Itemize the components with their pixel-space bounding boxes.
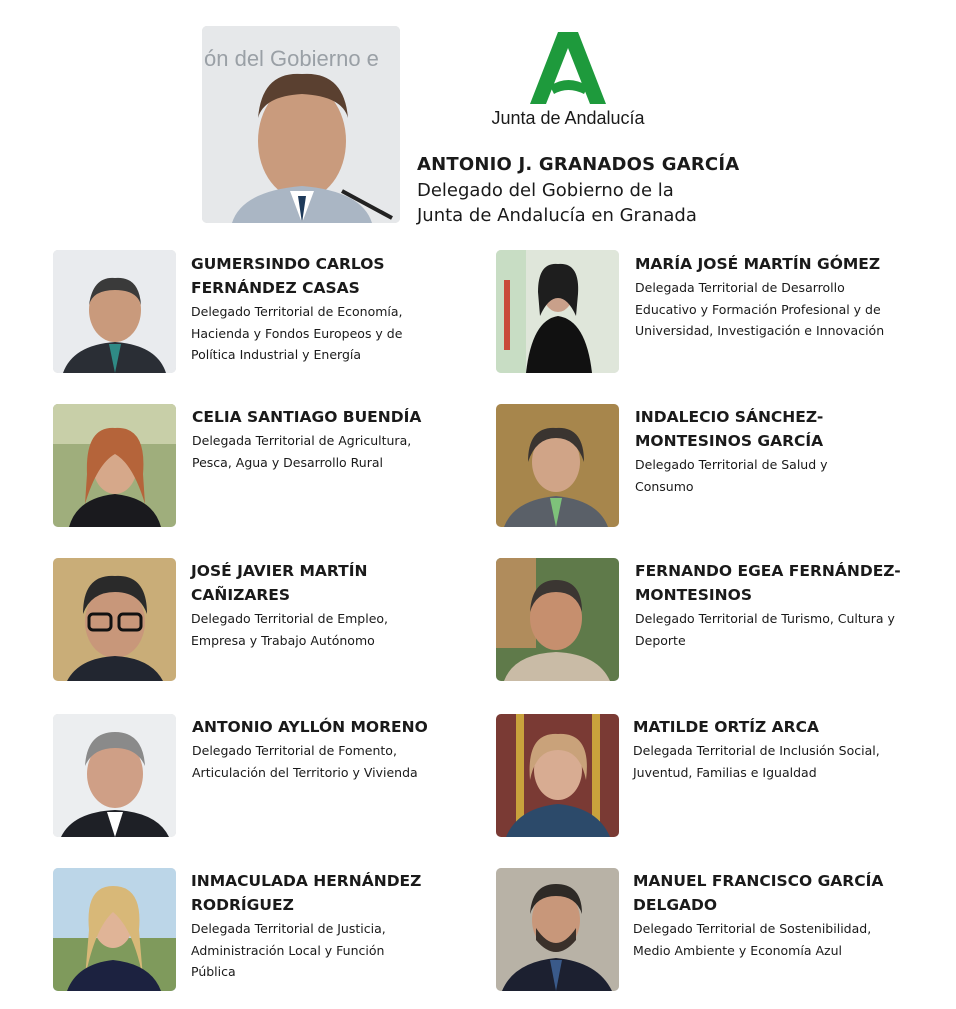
delegate-name: MARÍA JOSÉ MARTÍN GÓMEZ (635, 255, 881, 273)
delegate-role: Delegado Territorial de Fomento, Articulación del Territorio y Vivienda (192, 743, 418, 780)
delegate-role: Delegada Territorial de Agricultura, Pesca, Agua y Desarrollo Rural (192, 433, 412, 470)
delegate-name: GUMERSINDO CARLOS FERNÁNDEZ CASAS (191, 255, 385, 297)
delegate-name: CELIA SANTIAGO BUENDÍA (192, 408, 422, 426)
portrait-matilde-ortiz (496, 714, 619, 837)
delegate-name: FERNANDO EGEA FERNÁNDEZ-MONTESINOS (635, 562, 901, 604)
delegate-card (191, 559, 431, 651)
portrait-maria-jose-martin (496, 250, 619, 373)
main-delegate-role-line1: Delegado del Gobierno de la (417, 180, 674, 201)
junta-andalucia-logo (478, 30, 658, 140)
delegate-card (633, 869, 903, 961)
portrait-background-text: ón del Gobierno e (204, 46, 379, 71)
portrait-fernando-egea (496, 558, 619, 681)
main-delegate-name: ANTONIO J. GRANADOS GARCÍA (417, 154, 740, 175)
delegate-name: MATILDE ORTÍZ ARCA (633, 718, 819, 736)
main-delegate-role-line2: Junta de Andalucía en Granada (417, 205, 697, 226)
junta-andalucia-a-mark-icon (528, 30, 608, 106)
delegate-role: Delegada Territorial de Desarrollo Educativo y Formación Profesional y de Universidad, Investigación e Innovación (635, 280, 885, 338)
logo-text: Junta de Andalucía (491, 108, 645, 128)
portrait-indalecio-sanchez-montesinos (496, 404, 619, 527)
delegate-name: JOSÉ JAVIER MARTÍN CAÑIZARES (191, 562, 368, 604)
delegate-name: ANTONIO AYLLÓN MORENO (192, 718, 428, 736)
delegate-role: Delegado Territorial de Turismo, Cultura y Deporte (635, 611, 895, 648)
delegate-card (635, 405, 885, 497)
portrait-celia-santiago (53, 404, 176, 527)
delegate-card (635, 252, 905, 342)
delegate-card (192, 405, 432, 473)
portrait-antonio-ayllon (53, 714, 176, 837)
delegate-role: Delegado Territorial de Sostenibilidad, Medio Ambiente y Economía Azul (633, 921, 872, 958)
delegate-card (191, 869, 431, 983)
delegate-role: Delegada Territorial de Justicia, Administración Local y Función Pública (191, 921, 386, 979)
portrait-inmaculada-hernandez (53, 868, 176, 991)
delegate-name: MANUEL FRANCISCO GARCÍA DELGADO (633, 872, 884, 914)
delegate-card (192, 715, 432, 783)
portrait-gumersindo-fernandez (53, 250, 176, 373)
delegate-card (633, 715, 903, 783)
delegate-card (191, 252, 431, 366)
delegate-card (635, 559, 905, 651)
delegate-role: Delegado Territorial de Economía, Hacienda y Fondos Europeos y de Política Industrial y Energía (191, 304, 403, 362)
delegate-role: Delegada Territorial de Inclusión Social, Juventud, Familias e Igualdad (633, 743, 880, 780)
portrait-jose-javier-martin (53, 558, 176, 681)
main-delegate-info (417, 152, 837, 228)
delegate-role: Delegado Territorial de Salud y Consumo (635, 457, 828, 494)
delegate-name: INDALECIO SÁNCHEZ-MONTESINOS GARCÍA (635, 408, 824, 450)
delegate-name: INMACULADA HERNÁNDEZ RODRÍGUEZ (191, 872, 422, 914)
portrait-antonio-granados (202, 26, 400, 223)
portrait-manuel-francisco-garcia (496, 868, 619, 991)
delegate-role: Delegado Territorial de Empleo, Empresa y Trabajo Autónomo (191, 611, 389, 648)
